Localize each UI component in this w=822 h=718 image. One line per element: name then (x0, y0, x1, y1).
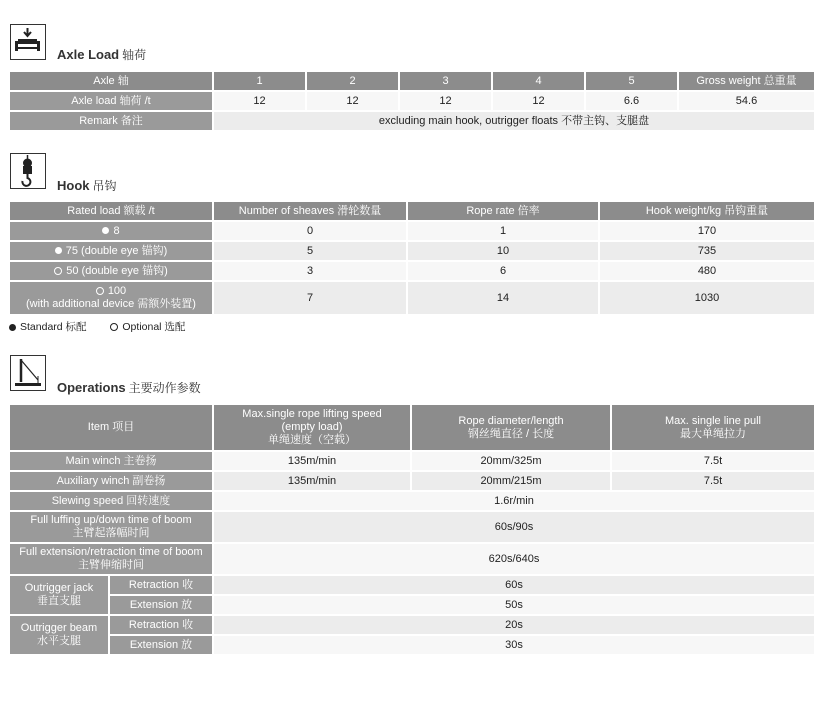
hook-row (10, 222, 814, 240)
hook-sheaves-cell: 3 (214, 262, 406, 280)
ops-sub-label: Retraction 收 (110, 616, 212, 634)
hook-rate-cell: 14 (408, 282, 598, 314)
hook-load-cell (10, 242, 212, 260)
hook-sheaves-cell: 0 (214, 222, 406, 240)
ops-value: 135m/min (214, 452, 410, 470)
hook-weight-cell: 735 (600, 242, 814, 260)
axle-header-cell: 1 (214, 72, 305, 90)
hook-row (10, 282, 814, 314)
hook-load-cell (10, 222, 212, 240)
ops-row-main-winch (10, 452, 814, 470)
ops-group-label: Outrigger beam 水平支腿 (10, 616, 108, 654)
optional-ring-icon (96, 287, 104, 295)
hook-weight-cell: 170 (600, 222, 814, 240)
ops-label: Auxiliary winch 副卷扬 (10, 472, 212, 490)
ops-label: Full extension/retraction time of boom 主臂伸缩时间 (10, 544, 212, 574)
standard-dot-icon (55, 247, 62, 254)
ops-header-speed: Max.single rope lifting speed (empty load) 单绳速度（空载） (214, 405, 410, 450)
hook-header-cell: Hook weight/kg 吊钩重量 (600, 202, 814, 220)
hook-rate-cell: 1 (408, 222, 598, 240)
standard-dot-icon (102, 227, 109, 234)
axle-load-row (10, 92, 814, 110)
hook-weight-cell: 480 (600, 262, 814, 280)
axle-header-cell: 4 (493, 72, 584, 90)
operations-crane-icon (10, 355, 46, 391)
hook-load-note: (with additional device 需额外装置) (26, 298, 196, 310)
axle-header-cell: Gross weight 总重量 (679, 72, 814, 90)
ops-header-rope: Rope diameter/length 钢丝绳直径 / 长度 (412, 405, 610, 450)
hook-load-value: 100 (107, 285, 127, 297)
hook-sheaves-cell: 5 (214, 242, 406, 260)
ops-value: 620s/640s (214, 544, 814, 574)
hook-load-value: 8 (113, 224, 120, 237)
ops-sub-label: Extension 放 (110, 636, 212, 654)
axle-header-cell: Axle 轴 (10, 72, 212, 90)
ops-row-luffing (10, 512, 814, 542)
axle-load-label: Axle load 轴荷 /t (10, 92, 212, 110)
ops-value: 20mm/325m (412, 452, 610, 470)
ops-header-pull: Max. single line pull 最大单绳拉力 (612, 405, 814, 450)
ops-value: 7.5t (612, 472, 814, 490)
axle-header-row (10, 72, 814, 90)
hook-rate-cell: 6 (408, 262, 598, 280)
optional-ring-icon (110, 323, 118, 331)
hook-load-value: 75 (double eye 锚钩) (65, 244, 168, 257)
hook-row (10, 262, 814, 280)
axle-remark-value: excluding main hook, outrigger floats 不带主钩、支腿盘 (214, 112, 814, 130)
ops-row-beam-extension (10, 636, 814, 654)
ops-sub-label: Retraction 收 (110, 576, 212, 594)
axle-remark-label: Remark 备注 (10, 112, 212, 130)
hook-header-cell: Rated load 额载 /t (10, 202, 212, 220)
ops-row-slewing (10, 492, 814, 510)
operations-title: Operations 主要动作参数 (57, 380, 201, 395)
optional-ring-icon (54, 267, 62, 275)
axle-load-icon (10, 24, 46, 60)
hook-table (8, 200, 816, 316)
axle-load-value: 6.6 (586, 92, 677, 110)
axle-load-value: 12 (493, 92, 584, 110)
ops-group-label: Outrigger jack 垂直支腿 (10, 576, 108, 614)
ops-row-jack-extension (10, 596, 814, 614)
ops-value: 20mm/215m (412, 472, 610, 490)
hook-legend (9, 319, 185, 334)
ops-row-aux-winch (10, 472, 814, 490)
legend-standard-label: Standard 标配 (20, 321, 87, 333)
axle-load-value: 54.6 (679, 92, 814, 110)
operations-header-row (10, 405, 814, 450)
hook-sheaves-cell: 7 (214, 282, 406, 314)
axle-load-table (8, 70, 816, 132)
axle-header-cell: 5 (586, 72, 677, 90)
ops-label: Slewing speed 回转速度 (10, 492, 212, 510)
ops-label: Full luffing up/down time of boom 主臂起落幅时间 (10, 512, 212, 542)
axle-remark-row (10, 112, 814, 130)
ops-row-jack-retraction (10, 576, 814, 594)
hook-header-cell: Rope rate 倍率 (408, 202, 598, 220)
ops-value: 30s (214, 636, 814, 654)
hook-icon (10, 153, 46, 189)
axle-header-cell: 2 (307, 72, 398, 90)
ops-row-extension (10, 544, 814, 574)
hook-header-cell: Number of sheaves 滑轮数量 (214, 202, 406, 220)
operations-table (8, 403, 816, 656)
standard-dot-icon (9, 324, 16, 331)
hook-load-cell (10, 282, 212, 314)
ops-value: 7.5t (612, 452, 814, 470)
axle-header-cell: 3 (400, 72, 491, 90)
hook-rate-cell: 10 (408, 242, 598, 260)
axle-load-value: 12 (400, 92, 491, 110)
hook-load-cell (10, 262, 212, 280)
axle-load-value: 12 (214, 92, 305, 110)
hook-header-row (10, 202, 814, 220)
ops-header-item: Item 项目 (10, 405, 212, 450)
ops-value: 60s/90s (214, 512, 814, 542)
ops-value: 60s (214, 576, 814, 594)
ops-value: 1.6r/min (214, 492, 814, 510)
ops-row-beam-retraction (10, 616, 814, 634)
hook-weight-cell: 1030 (600, 282, 814, 314)
ops-label: Main winch 主卷扬 (10, 452, 212, 470)
hook-load-value: 50 (double eye 锚钩) (66, 264, 168, 277)
axle-load-value: 12 (307, 92, 398, 110)
legend-optional-label: Optional 选配 (122, 321, 186, 333)
hook-title: Hook 吊钩 (57, 178, 117, 193)
ops-value: 50s (214, 596, 814, 614)
hook-row (10, 242, 814, 260)
axle-load-title: Axle Load 轴荷 (57, 47, 147, 62)
ops-value: 135m/min (214, 472, 410, 490)
ops-value: 20s (214, 616, 814, 634)
ops-sub-label: Extension 放 (110, 596, 212, 614)
